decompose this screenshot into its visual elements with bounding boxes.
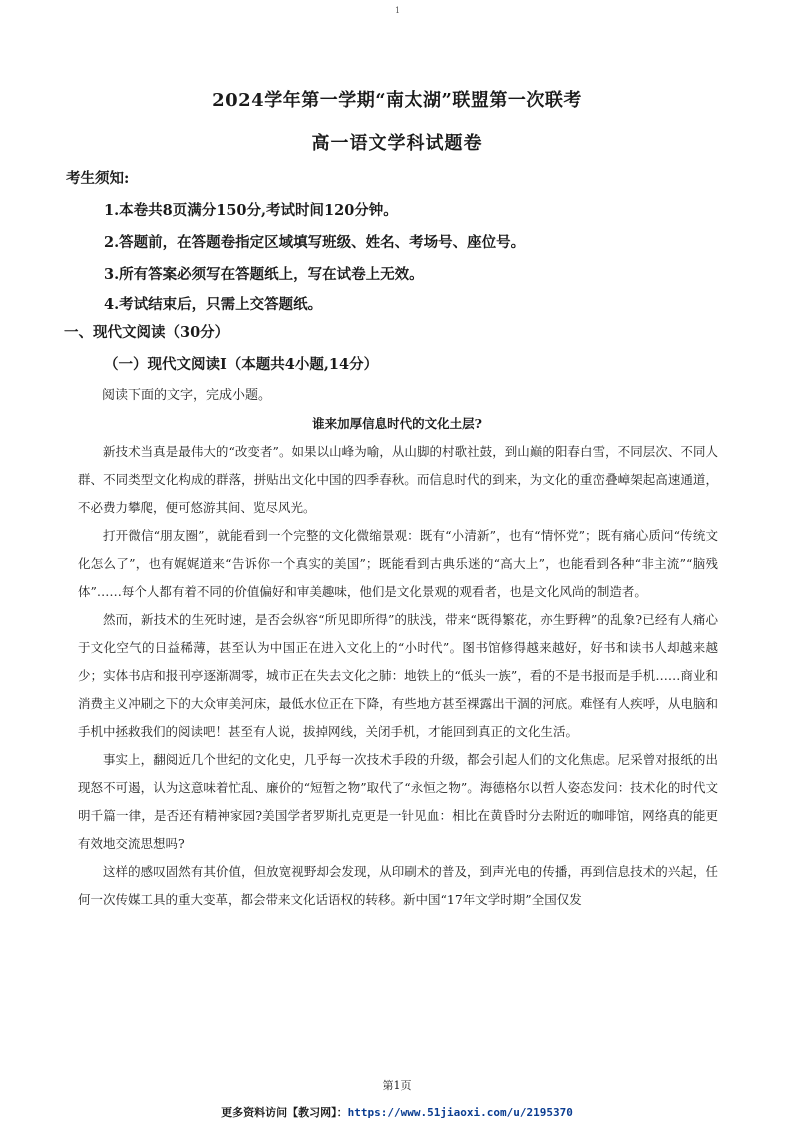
article-paragraph: 然而，新技术的生死时速，是否会纵容“所见即所得”的肤浅，带来“既得繁花，亦生野稗”的乱象?已经有人痛心于文化空气的日益稀薄，甚至认为中国正在进入文化上的“小时代”。图书馆修得越来越好，好书和读书人却越来越少；实体书店和报刊亭逐渐凋零，城市正在失去文化之肺：地铁上的“低头一族”，看的不是书报而是手机……商业和消费主义冲刷之下的大众审美河床，最低水位正在下降，有些地方甚至裸露出干涸的河底。难怪有人疾呼，从电脑和手机中拯救我们的阅读吧！甚至有人说，拔掉网线，关闭手机，才能回到真正的文化生活。 [78, 612, 718, 739]
notice-item: 1.本卷共8页满分150分,考试时间120分钟。 [104, 202, 398, 219]
article-title: 谁来加厚信息时代的文化土层? [312, 416, 482, 431]
notice-heading: 考生须知: [66, 170, 130, 187]
subsection-heading: （一）现代文阅读Ⅰ（本题共4小题,14分） [104, 356, 379, 373]
article-paragraph: 新技术当真是最伟大的“改变者”。如果以山峰为喻，从山脚的村歌社鼓，到山巅的阳春白雪，不同层次、不同人群、不同类型文化构成的群落，拼贴出文化中国的四季春秋。而信息时代的到来，为文化的重峦叠嶂架起高速通道，不必费力攀爬，便可悠游其间、览尽风光。 [78, 444, 718, 515]
footer-prefix: 更多资料访问【教习网】： [221, 1106, 348, 1119]
reading-instruction: 阅读下面的文字，完成小题。 [102, 388, 272, 403]
section-heading: 一、现代文阅读（30分） [64, 324, 230, 341]
article-paragraph: 打开微信“朋友圈”，就能看到一个完整的文化微缩景观：既有“小清新”，也有“情怀党”；既有痛心质问“传统文化怎么了”，也有娓娓道来“告诉你一个真实的美国”；既能看到古典乐迷的“高大上”，也能看到各种“非主流”“脑残体”……每个人都有着不同的价值偏好和审美趣味，他们是文化景观的观看者，也是文化风尚的制造者。 [78, 528, 718, 599]
exam-subtitle: 高一语文学科试题卷 [311, 133, 483, 154]
article-paragraph: 这样的感叹固然有其价值，但放宽视野却会发现，从印刷术的普及，到声光电的传播，再到信息技术的兴起，任何一次传媒工具的重大变革，都会带来文化话语权的转移。新中国“17年文学时期”全国仅发 [78, 864, 718, 907]
article-paragraph: 事实上，翻阅近几个世纪的文化史，几乎每一次技术手段的升级，都会引起人们的文化焦虑。尼采曾对报纸的出现怒不可遏，认为这意味着忙乱、廉价的“短暂之物”取代了“永恒之物”。海德格尔以哲人姿态发问：技术化的时代文明千篇一律，是否还有精神家园?美国学者罗斯扎克更是一针见血：相比在黄昏时分去附近的咖啡馆，网络真的能更有效地交流思想吗? [78, 752, 718, 851]
top-mark: 1 [395, 6, 401, 15]
notice-item: 2.答题前，在答题卷指定区域填写班级、姓名、考场号、座位号。 [104, 234, 526, 251]
page-number: 第1页 [382, 1079, 412, 1092]
notice-item: 3.所有答案必须写在答题纸上，写在试卷上无效。 [104, 266, 424, 283]
notice-item: 4.考试结束后，只需上交答题纸。 [104, 296, 323, 313]
article-body [78, 438, 718, 914]
footer-link[interactable]: https://www.51jiaoxi.com/u/2195370 [347, 1106, 573, 1119]
exam-title: 2024学年第一学期“南太湖”联盟第一次联考 [212, 90, 582, 111]
footer-banner [0, 1104, 794, 1120]
